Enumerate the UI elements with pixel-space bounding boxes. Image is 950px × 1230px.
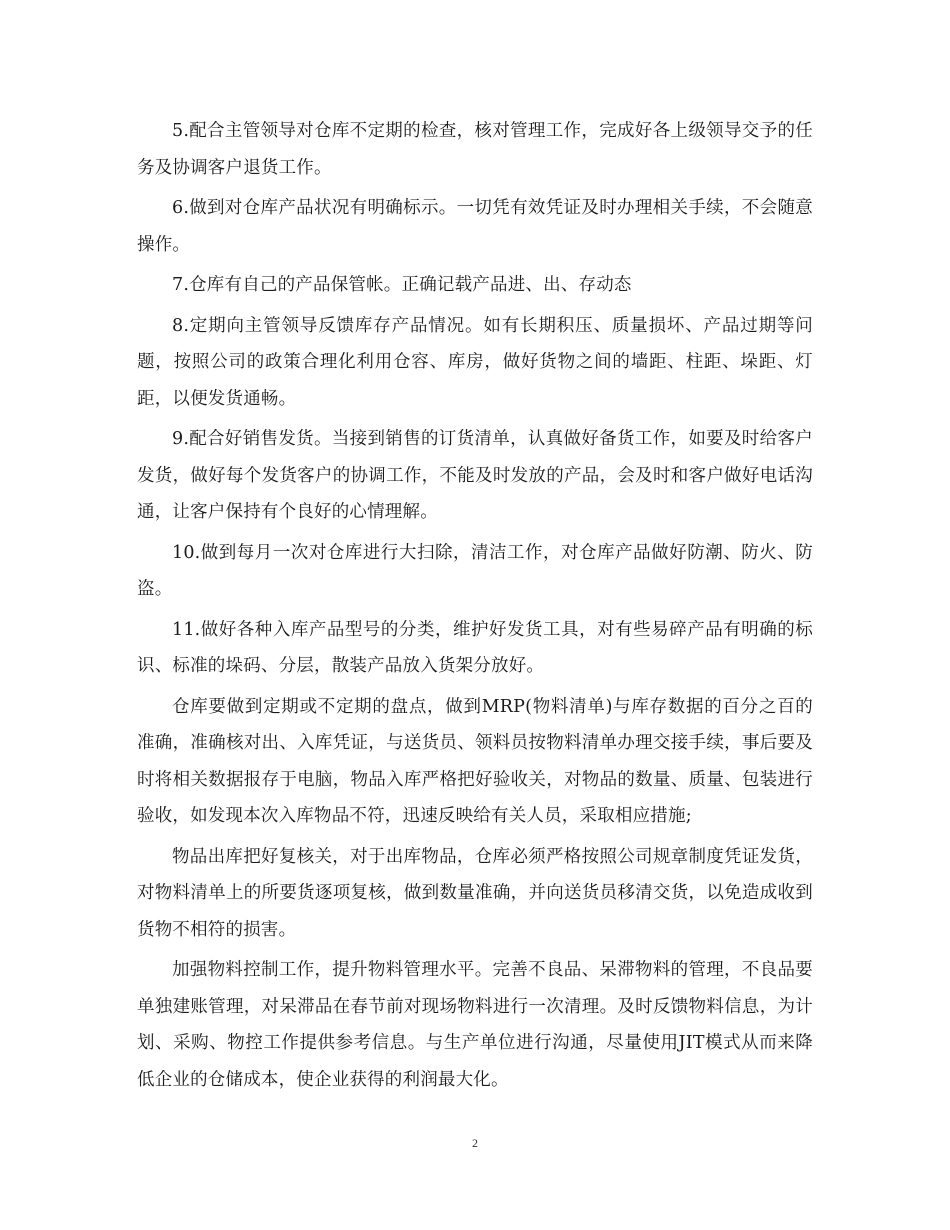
paragraph-inventory-check: 仓库要做到定期或不定期的盘点，做到MRP(物料清单)与库存数据的百分之百的准确，准确核对出、入库凭证，与送货员、领料员按物料清单办理交接手续，事后要及时将相关数据报存于电脑，物品入库严格把好验收关，对物品的数量、质量、包装进行验收，如发现本次入库物品不符，迅速反映给有关人员，采取相应措施; [137,696,813,826]
paragraph-item-8: 8.定期向主管领导反馈库存产品情况。如有长期积压、质量损坏、产品过期等问题，按照公司的政策合理化利用仓容、库房，做好货物之间的墙距、柱距、垛距、灯距，以便发货通畅。 [137,315,813,409]
paragraph-item-5: 5.配合主管领导对仓库不定期的检查，核对管理工作，完成好各上级领导交予的任务及协调客户退货工作。 [137,121,813,178]
paragraph-item-10: 10.做到每月一次对仓库进行大扫除，清洁工作，对仓库产品做好防潮、防火、防盗。 [137,542,813,599]
paragraph-item-7: 7.仓库有自己的产品保管帐。正确记载产品进、出、存动态 [172,275,632,295]
paragraph-item-6: 6.做到对仓库产品状况有明确标示。一切凭有效凭证及时办理相关手续，不会随意操作。 [137,198,813,255]
paragraph-material-control: 加强物料控制工作，提升物料管理水平。完善不良品、呆滞物料的管理，不良品要单独建账管理，对呆滞品在春节前对现场物料进行一次清理。及时反馈物料信息，为计划、采购、物控工作提供参考信息。与生产单位进行沟通，尽量使用JIT模式从而来降低企业的仓储成本，使企业获得的利润最大化。 [137,960,813,1090]
paragraph-item-9: 9.配合好销售发货。当接到销售的订货清单，认真做好备货工作，如要及时给客户发货，做好每个发货客户的协调工作，不能及时发放的产品，会及时和客户做好电话沟通，让客户保持有个良好的心情理解。 [137,429,813,522]
paragraph-outbound-review: 物品出库把好复核关，对于出库物品，仓库必须严格按照公司规章制度凭证发货，对物料清单上的所要货逐项复核，做到数量准确，并向送货员移清交货，以免造成收到货物不相符的损害。 [137,846,813,940]
document-body [137,113,813,1102]
page-number: 2 [472,1136,478,1150]
paragraph-item-11: 11.做好各种入库产品型号的分类，维护好发货工具，对有些易碎产品有明确的标识、标准的垛码、分层，散装产品放入货架分放好。 [137,619,813,676]
